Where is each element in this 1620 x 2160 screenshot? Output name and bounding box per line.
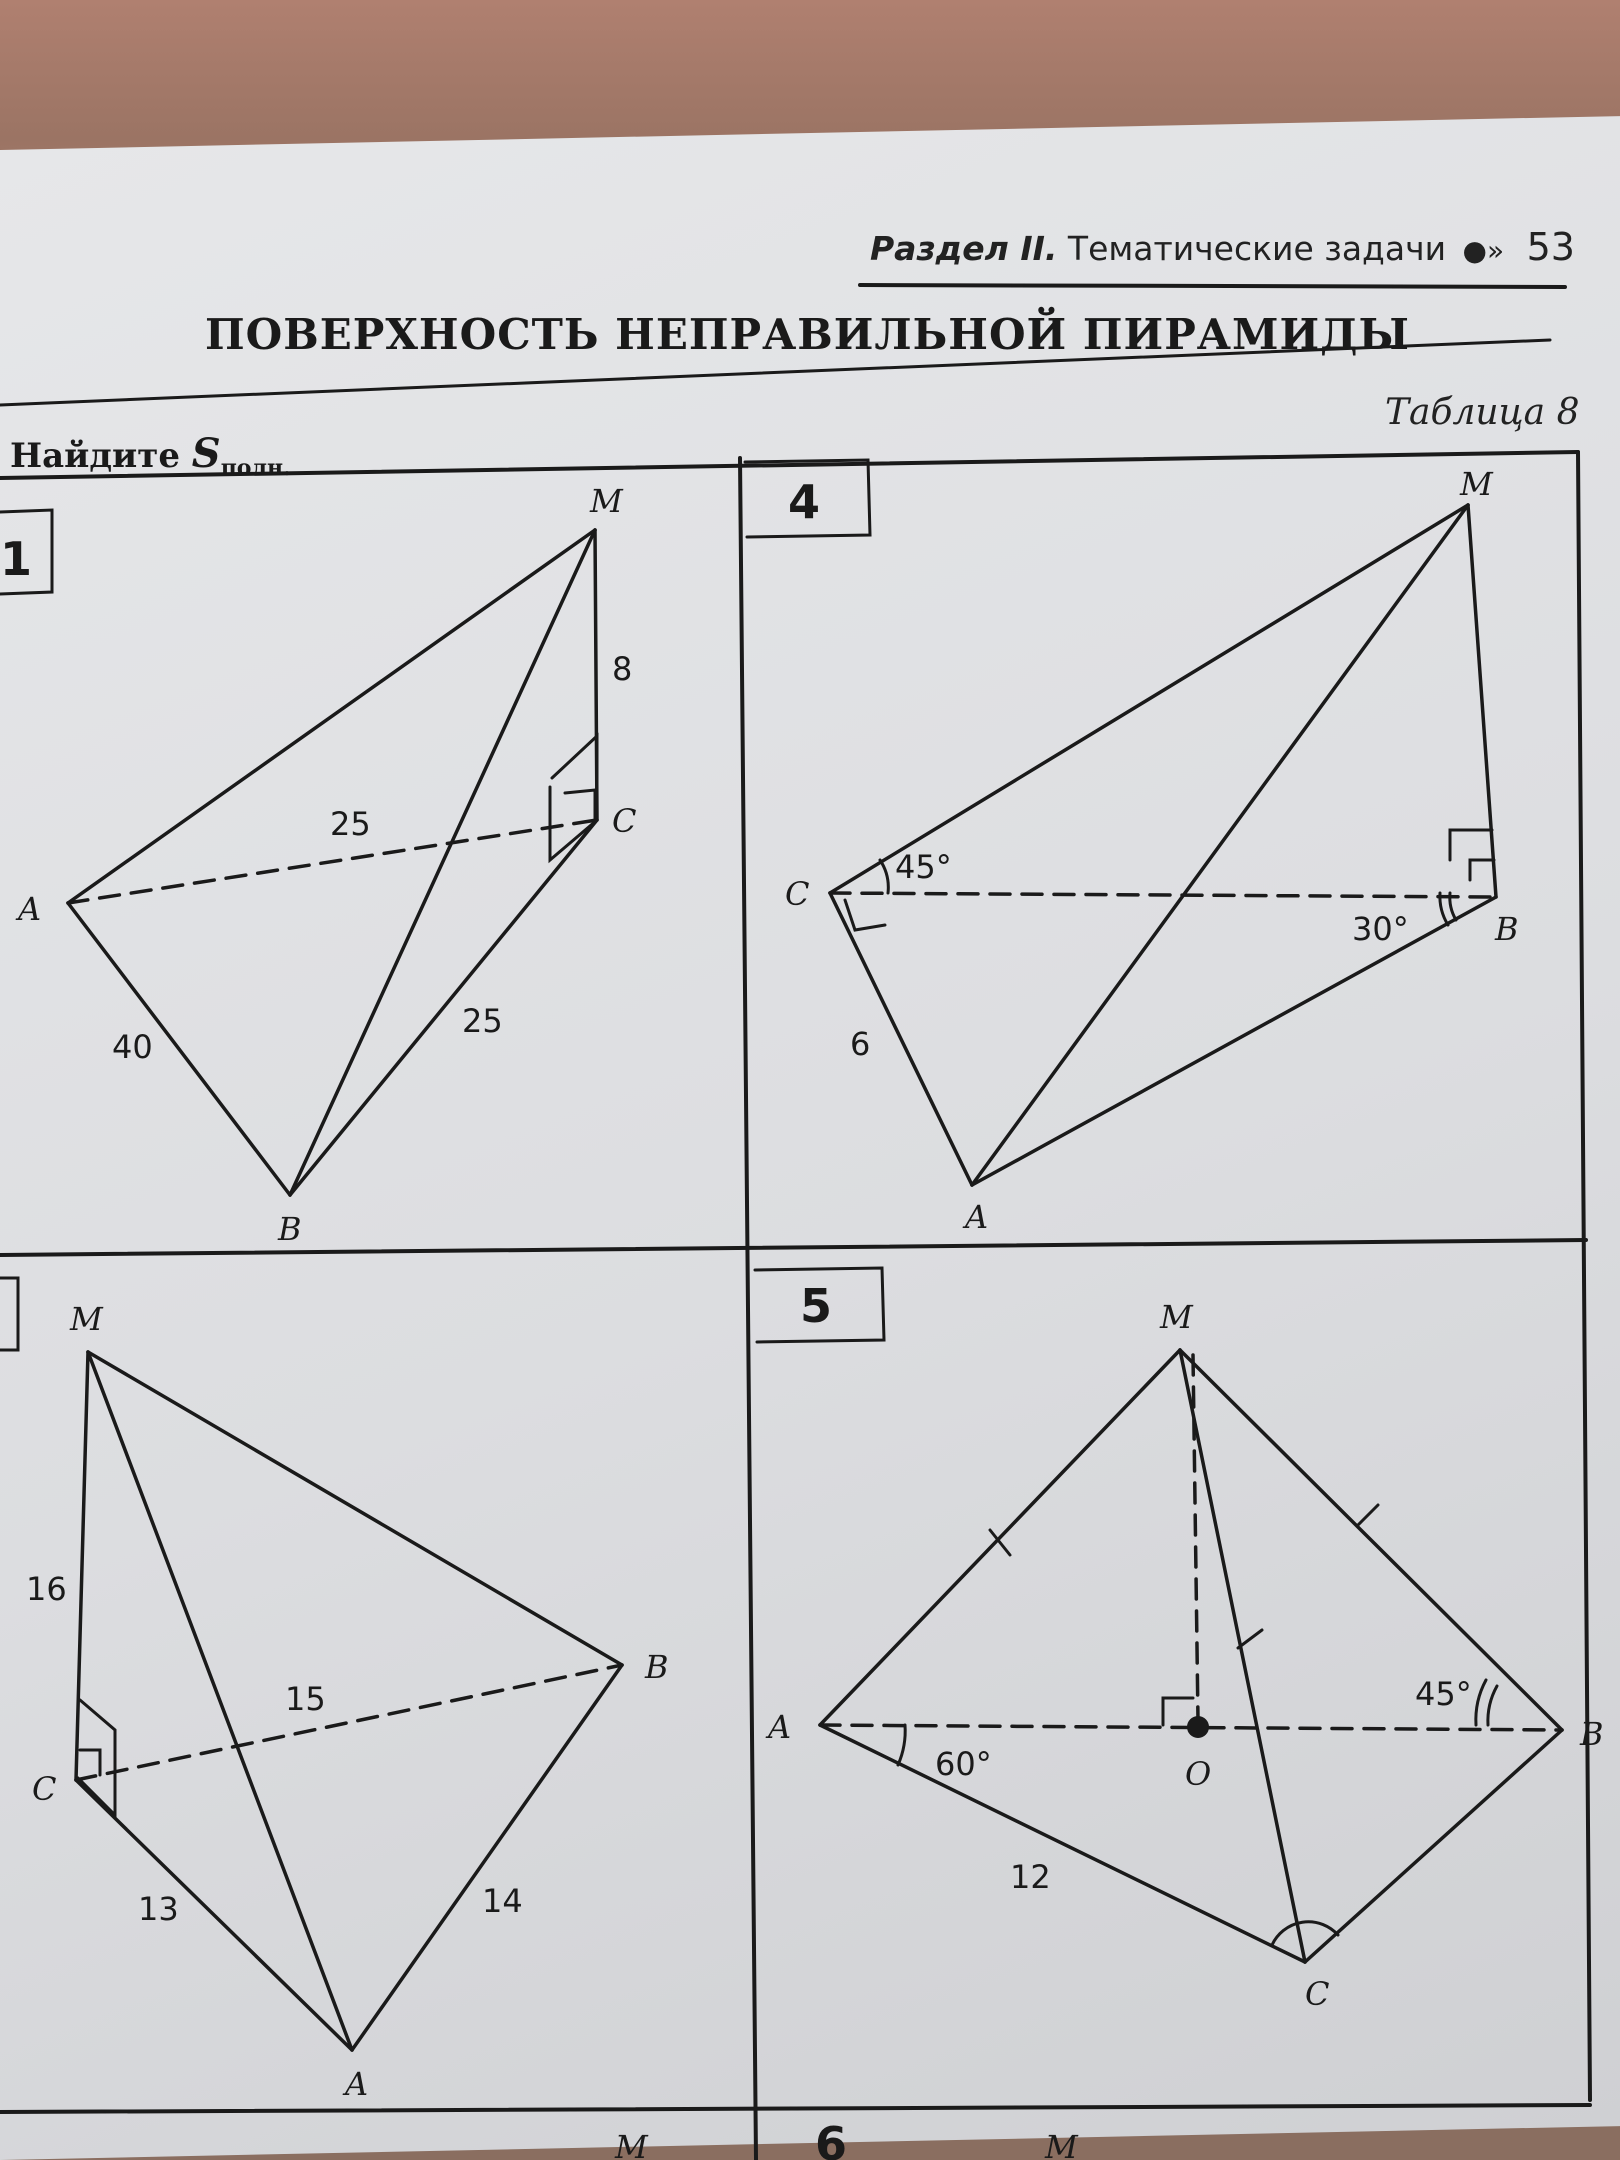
page-number: 53 [1526, 225, 1575, 269]
p5-label-A: A [768, 1708, 792, 1746]
page-title: ПОВЕРХНОСТЬ НЕПРАВИЛЬНОЙ ПИРАМИДЫ [205, 310, 1410, 359]
p1-label-A: A [18, 890, 42, 928]
p2-len-AB: 14 [482, 1882, 523, 1920]
p4-angle-C: 45° [895, 848, 952, 886]
p5-angle-A: 60° [935, 1745, 992, 1783]
p1-len-BC: 25 [462, 1002, 503, 1040]
header-rule [860, 285, 1565, 287]
problem-number-4: 4 [788, 475, 821, 529]
p2-label-A: A [345, 2065, 369, 2103]
p5-label-B: B [1580, 1715, 1604, 1753]
problem-number-5: 5 [800, 1279, 833, 1333]
problem-number-1: 1 [0, 532, 33, 586]
p1-label-C: C [612, 802, 637, 840]
instruction-symbol: S [191, 430, 221, 477]
p1-label-B: B [278, 1210, 302, 1248]
p2-label-M: M [70, 1300, 103, 1338]
table-label: Таблица 8 [1385, 392, 1580, 433]
p1-len-AC: 25 [330, 805, 371, 843]
p4-angle-B: 30° [1352, 910, 1409, 948]
p6-label-M-left: M [615, 2128, 648, 2160]
point-O [1187, 1716, 1209, 1738]
figure-p5 [820, 1350, 1562, 1962]
figure-p4 [830, 505, 1496, 1185]
header-topic: Тематические задачи [1067, 229, 1447, 268]
p4-label-A: A [965, 1198, 989, 1236]
p2-len-CA: 13 [138, 1890, 179, 1928]
figure-p2 [76, 1352, 622, 2050]
number-boxes [0, 460, 884, 1350]
instruction-subscript: полн. [220, 454, 291, 481]
p4-label-M: M [1460, 465, 1493, 503]
p4-len-CA: 6 [850, 1025, 871, 1063]
problem-number-6: 6 [815, 2117, 848, 2160]
p2-label-C: C [32, 1770, 57, 1808]
p2-len-CB: 15 [285, 1680, 326, 1718]
p1-len-AB: 40 [112, 1028, 153, 1066]
p5-label-C: C [1305, 1975, 1330, 2013]
p1-label-M: M [590, 482, 623, 520]
table-grid [0, 452, 1590, 2160]
p4-label-C: C [785, 875, 810, 913]
p1-len-MC: 8 [612, 650, 633, 688]
p5-angle-B: 45° [1415, 1675, 1472, 1713]
p5-label-M: M [1160, 1298, 1193, 1336]
header-section: Раздел II. [870, 229, 1058, 268]
p2-label-B: B [645, 1648, 669, 1686]
figure-p1 [68, 530, 597, 1195]
p6-label-M-right: M [1045, 2128, 1078, 2160]
instruction-text: Найдите [10, 436, 192, 476]
top-rule [0, 340, 1550, 405]
p5-len-AC: 12 [1010, 1858, 1051, 1896]
p5-label-O: O [1185, 1755, 1212, 1793]
p2-len-MC: 16 [26, 1570, 67, 1608]
p4-label-B: B [1495, 910, 1519, 948]
arrow-icon: ●» [1462, 234, 1505, 267]
